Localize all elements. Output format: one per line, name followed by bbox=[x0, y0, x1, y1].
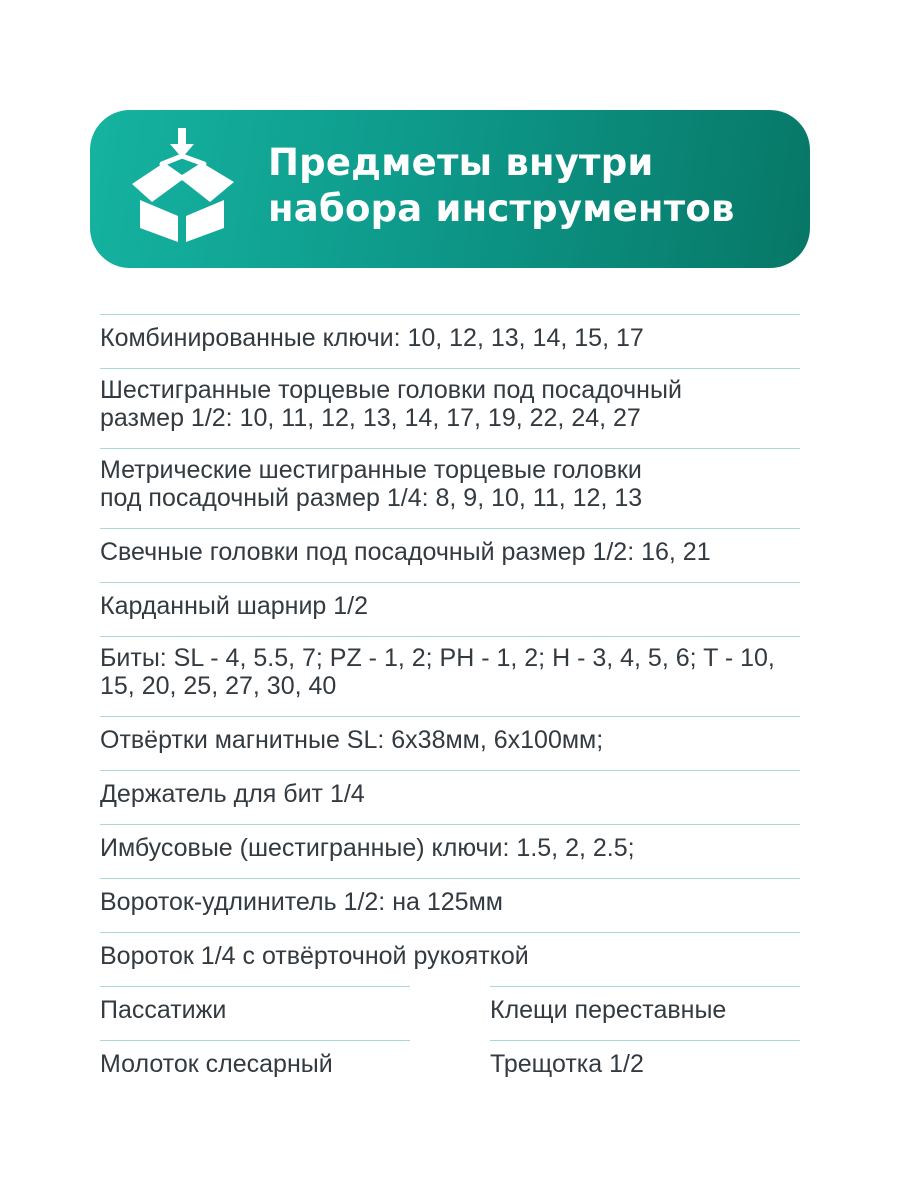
list-item-text-line-2: под посадочный размер 1/4: 8, 9, 10, 11, 12, 13 bbox=[100, 484, 643, 512]
list-item-text-line-1: Шестигранные торцевые головки под посадочный bbox=[100, 376, 682, 404]
open-box-download-icon bbox=[128, 118, 238, 246]
list-item-pair bbox=[100, 986, 800, 1040]
list-item bbox=[100, 448, 800, 528]
list-item bbox=[100, 878, 800, 932]
list-item-text: Отвёртки магнитные SL: 6x38мм, 6x100мм; bbox=[100, 726, 604, 754]
list-item-pair bbox=[100, 1040, 800, 1094]
list-item-text-line-2: 15, 20, 25, 27, 30, 40 bbox=[100, 672, 337, 700]
list-item-text: Вороток-удлинитель 1/2: на 125мм bbox=[100, 888, 503, 916]
page-title-line-1: Предметы внутри bbox=[268, 141, 654, 184]
list-item-right: Трещотка 1/2 bbox=[490, 1040, 800, 1094]
header-banner bbox=[90, 110, 810, 268]
list-item-right: Клещи переставные bbox=[490, 986, 800, 1040]
list-item-text: Вороток 1/4 с отвёрточной рукояткой bbox=[100, 942, 529, 970]
list-item-text-line-2: размер 1/2: 10, 11, 12, 13, 14, 17, 19, 22, 24, 27 bbox=[100, 404, 641, 432]
list-item bbox=[100, 368, 800, 448]
list-item bbox=[100, 716, 800, 770]
list-item-text: Имбусовые (шестигранные) ключи: 1.5, 2, 2.5; bbox=[100, 834, 635, 862]
list-item bbox=[100, 636, 800, 716]
list-item bbox=[100, 770, 800, 824]
list-item-left: Пассатижи bbox=[100, 986, 410, 1040]
list-item bbox=[100, 824, 800, 878]
list-item-text: Карданный шарнир 1/2 bbox=[100, 592, 369, 620]
list-item-text-line-1: Метрические шестигранные торцевые головки bbox=[100, 456, 642, 484]
tool-list bbox=[100, 314, 800, 1094]
list-item-text: Держатель для бит 1/4 bbox=[100, 780, 365, 808]
list-item bbox=[100, 582, 800, 636]
list-item-text: Свечные головки под посадочный размер 1/2: 16, 21 bbox=[100, 538, 711, 566]
list-item-text: Комбинированные ключи: 10, 12, 13, 14, 15, 17 bbox=[100, 324, 644, 352]
list-item bbox=[100, 314, 800, 368]
list-item-left: Молоток слесарный bbox=[100, 1040, 410, 1094]
list-item-text-line-1: Биты: SL - 4, 5.5, 7; PZ - 1, 2; PH - 1, 2; H - 3, 4, 5, 6; T - 10, bbox=[100, 644, 775, 672]
page-title bbox=[268, 140, 735, 232]
page-title-line-2: набора инструментов bbox=[268, 187, 735, 230]
list-item bbox=[100, 528, 800, 582]
list-item bbox=[100, 932, 800, 986]
